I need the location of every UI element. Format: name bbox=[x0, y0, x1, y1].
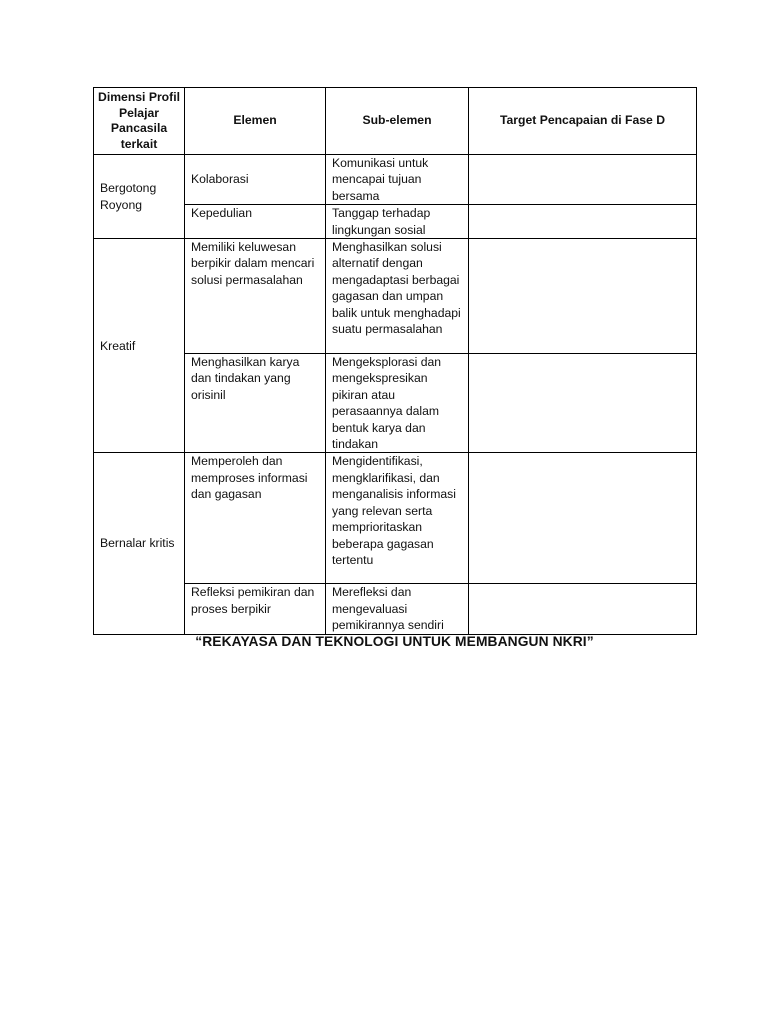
table-row bbox=[94, 155, 697, 205]
element-cell: Refleksi pemikiran dan proses berpikir bbox=[185, 584, 326, 634]
element-cell: Menghasilkan karya dan tindakan yang orisinil bbox=[185, 354, 326, 453]
target-cell bbox=[469, 453, 697, 584]
element-cell: Kolaborasi bbox=[185, 155, 326, 205]
header-sub-element: Sub-elemen bbox=[326, 88, 469, 155]
element-cell: Memperoleh dan memproses informasi dan gagasan bbox=[185, 453, 326, 584]
table-row bbox=[94, 584, 697, 634]
table-header-row bbox=[94, 88, 697, 155]
dimension-cell: Bergotong Royong bbox=[94, 155, 185, 239]
table-row bbox=[94, 239, 697, 354]
target-cell bbox=[469, 155, 697, 205]
sub-element-cell: Tanggap terhadap lingkungan sosial bbox=[326, 205, 469, 239]
dimension-cell: Kreatif bbox=[94, 239, 185, 453]
element-cell: Kepedulian bbox=[185, 205, 326, 239]
target-cell bbox=[469, 239, 697, 354]
header-dimension: Dimensi Profil Pelajar Pancasila terkait bbox=[94, 88, 185, 155]
target-cell bbox=[469, 584, 697, 634]
profile-table bbox=[93, 87, 697, 635]
sub-element-cell: Merefleksi dan mengevaluasi pemikirannya sendiri bbox=[326, 584, 469, 634]
dimension-cell: Bernalar kritis bbox=[94, 453, 185, 634]
table-row bbox=[94, 354, 697, 453]
sub-element-cell: Komunikasi untuk mencapai tujuan bersama bbox=[326, 155, 469, 205]
header-target: Target Pencapaian di Fase D bbox=[469, 88, 697, 155]
target-cell bbox=[469, 205, 697, 239]
element-cell: Memiliki keluwesan berpikir dalam mencari solusi permasalahan bbox=[185, 239, 326, 354]
theme-caption: “REKAYASA DAN TEKNOLOGI UNTUK MEMBANGUN NKRI” bbox=[195, 634, 594, 649]
table-row bbox=[94, 205, 697, 239]
sub-element-cell: Mengidentifikasi, mengklarifikasi, dan menganalisis informasi yang relevan serta memprioritaskan beberapa gagasan tertentu bbox=[326, 453, 469, 584]
target-cell bbox=[469, 354, 697, 453]
table-row bbox=[94, 453, 697, 584]
sub-element-cell: Mengeksplorasi dan mengekspresikan pikiran atau perasaannya dalam bentuk karya dan tindakan bbox=[326, 354, 469, 453]
sub-element-cell: Menghasilkan solusi alternatif dengan mengadaptasi berbagai gagasan dan umpan balik untuk menghadapi suatu permasalahan bbox=[326, 239, 469, 354]
header-element: Elemen bbox=[185, 88, 326, 155]
